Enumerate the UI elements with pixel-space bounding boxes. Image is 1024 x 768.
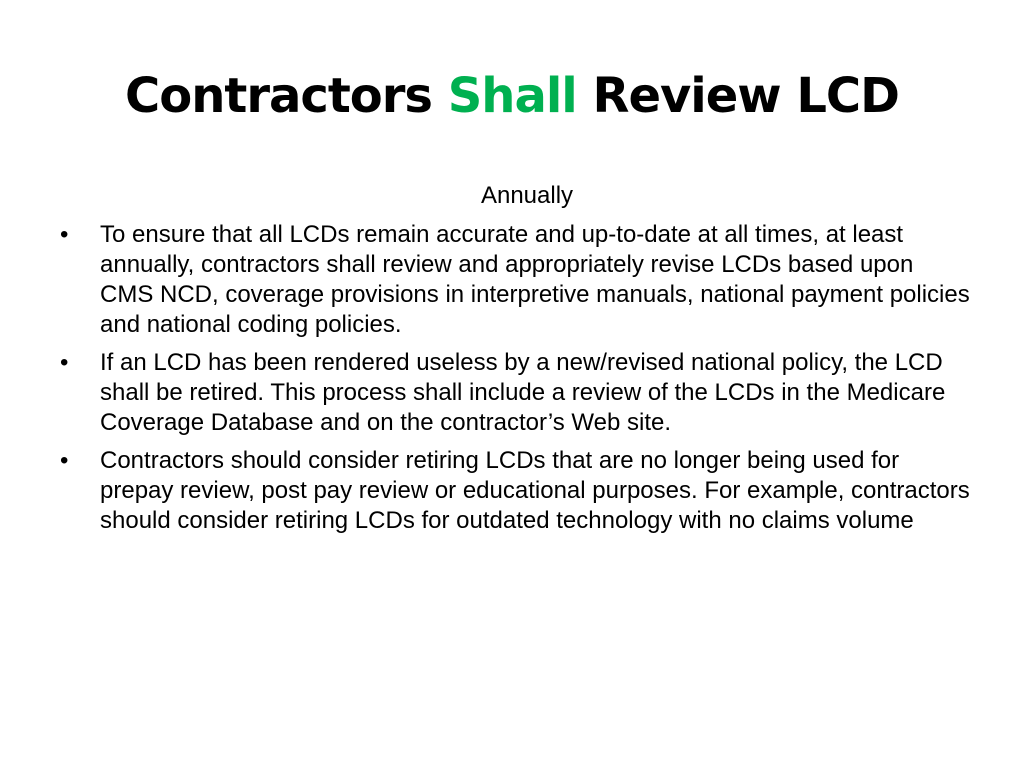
- slide-subtitle: Annually: [480, 182, 574, 209]
- title-part-1: Contractors: [125, 68, 448, 124]
- title-accent-word: Shall: [447, 68, 577, 124]
- bullet-list: [60, 220, 970, 544]
- title-part-2: Review LCD: [576, 68, 899, 124]
- bullet-marker: •: [60, 349, 69, 376]
- bullet-item: [60, 348, 970, 438]
- bullet-marker: •: [60, 221, 69, 248]
- bullet-text: Contractors should consider retiring LCDs that are no longer being used for prepay review, post pay review or educational purposes. For example, contractors should consider retiring LCDs for outdated technology with no claims volume: [100, 447, 970, 534]
- bullet-item: [60, 220, 970, 340]
- bullet-text: If an LCD has been rendered useless by a new/revised national policy, the LCD shall be retired. This process shall include a review of the LCDs in the Medicare Coverage Database and on the contractor’s Web site.: [100, 349, 946, 436]
- bullet-marker: •: [60, 447, 69, 474]
- slide-title: [0, 62, 1024, 130]
- bullet-item: [60, 446, 970, 536]
- bullet-text: To ensure that all LCDs remain accurate and up-to-date at all times, at least annually, contractors shall review and appropriately revise LCDs based upon CMS NCD, coverage provisions in interpretive manuals, national payment policies and national coding policies.: [100, 221, 970, 338]
